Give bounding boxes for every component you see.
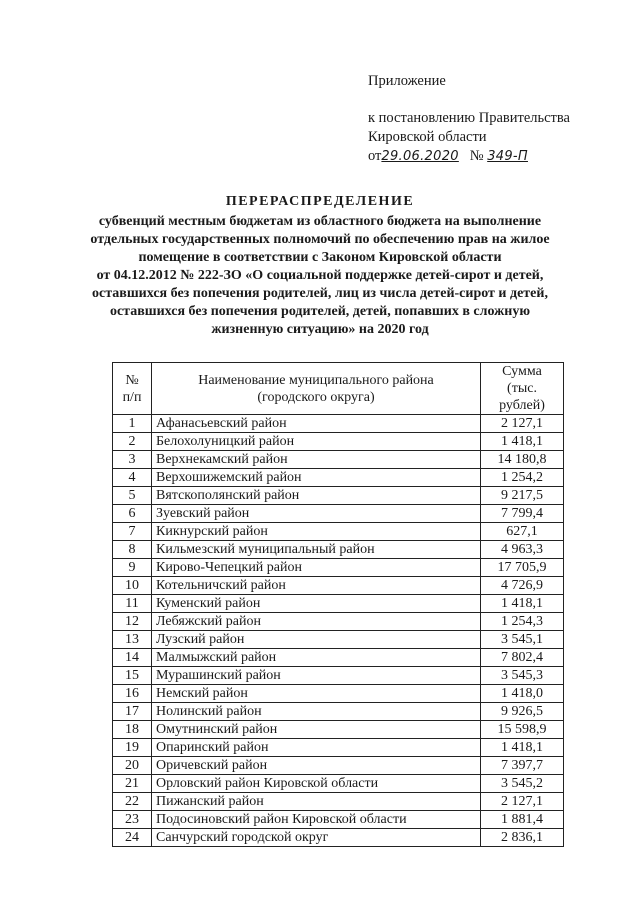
row-num: 8: [113, 541, 152, 559]
row-name: Нолинский район: [152, 703, 481, 721]
table-row: [113, 811, 564, 829]
table-row: [113, 541, 564, 559]
table-row: [113, 433, 564, 451]
number-value: 349-П: [487, 149, 528, 164]
row-sum: 15 598,9: [481, 721, 564, 739]
row-sum: 627,1: [481, 523, 564, 541]
row-sum: 3 545,2: [481, 775, 564, 793]
row-num: 4: [113, 469, 152, 487]
row-name: Малмыжский район: [152, 649, 481, 667]
row-num: 23: [113, 811, 152, 829]
row-name: Кильмезский муниципальный район: [152, 541, 481, 559]
title-main: ПЕРЕРАСПРЕДЕЛЕНИЕ: [225, 194, 415, 209]
distribution-table: [112, 362, 564, 847]
row-num: 17: [113, 703, 152, 721]
row-name: Котельничский район: [152, 577, 481, 595]
row-num: 6: [113, 505, 152, 523]
title-line: оставшихся без попечения родителей, лиц из числа детей-сирот и детей,: [92, 286, 548, 301]
table-row: [113, 451, 564, 469]
table-row: [113, 757, 564, 775]
header-name-line-2: (городского округа): [257, 389, 375, 405]
header-sum-line-1: Сумма: [502, 364, 542, 379]
header-name: [152, 363, 481, 415]
row-sum: 1 418,0: [481, 685, 564, 703]
header-num-line-1: №: [125, 372, 139, 388]
row-sum: 9 217,5: [481, 487, 564, 505]
row-num: 2: [113, 433, 152, 451]
row-name: Куменский район: [152, 595, 481, 613]
header-sum: [481, 363, 564, 415]
row-sum: 7 802,4: [481, 649, 564, 667]
annex-date-line: [368, 147, 618, 166]
table-row: [113, 667, 564, 685]
title-line: оставшихся без попечения родителей, детей, попавших в сложную: [109, 304, 531, 319]
row-name: Орловский район Кировской области: [152, 775, 481, 793]
row-sum: 1 881,4: [481, 811, 564, 829]
table-row: [113, 505, 564, 523]
row-num: 12: [113, 613, 152, 631]
row-sum: 1 254,2: [481, 469, 564, 487]
title-line: жизненную ситуацию» на 2020 год: [211, 322, 429, 337]
row-name: Оричевский район: [152, 757, 481, 775]
row-name: Кикнурский район: [152, 523, 481, 541]
row-name: Санчурский городской округ: [152, 829, 481, 847]
row-sum: 4 726,9: [481, 577, 564, 595]
row-name: Немский район: [152, 685, 481, 703]
table-row: [113, 649, 564, 667]
row-num: 18: [113, 721, 152, 739]
table-row: [113, 559, 564, 577]
row-num: 15: [113, 667, 152, 685]
table-row: [113, 631, 564, 649]
date-value: 29.06.2020: [381, 149, 459, 164]
row-num: 16: [113, 685, 152, 703]
row-sum: 3 545,3: [481, 667, 564, 685]
annex-heading: Приложение: [368, 73, 446, 89]
row-sum: 3 545,1: [481, 631, 564, 649]
annex-line-1: к постановлению Правительства: [368, 110, 570, 126]
table-row: [113, 775, 564, 793]
row-num: 5: [113, 487, 152, 505]
table-row: [113, 739, 564, 757]
title-line: от 04.12.2012 № 222-ЗО «О социальной поддержке детей-сирот и детей,: [96, 268, 544, 283]
row-name: Вятскополянский район: [152, 487, 481, 505]
table-row: [113, 613, 564, 631]
title-line: помещение в соответствии с Законом Кировской области: [138, 250, 502, 265]
table-row: [113, 469, 564, 487]
row-sum: 1 418,1: [481, 433, 564, 451]
row-num: 9: [113, 559, 152, 577]
table-body: [113, 415, 564, 847]
annex-line-2: Кировской области: [368, 129, 487, 145]
row-name: Пижанский район: [152, 793, 481, 811]
title-line: отдельных государственных полномочий по обеспечению прав на жилое: [90, 232, 550, 247]
row-name: Опаринский район: [152, 739, 481, 757]
row-name: Кирово-Чепецкий район: [152, 559, 481, 577]
row-num: 7: [113, 523, 152, 541]
table-row: [113, 415, 564, 433]
row-name: Омутнинский район: [152, 721, 481, 739]
row-name: Мурашинский район: [152, 667, 481, 685]
row-sum: 7 397,7: [481, 757, 564, 775]
date-prefix: от: [368, 148, 382, 164]
row-sum: 1 254,3: [481, 613, 564, 631]
header-num: [113, 363, 152, 415]
row-sum: 1 418,1: [481, 595, 564, 613]
row-sum: 2 127,1: [481, 415, 564, 433]
row-name: Зуевский район: [152, 505, 481, 523]
table-row: [113, 829, 564, 847]
header-sum-line-2: (тыс. рублей): [499, 381, 545, 413]
row-num: 13: [113, 631, 152, 649]
row-sum: 4 963,3: [481, 541, 564, 559]
row-sum: 14 180,8: [481, 451, 564, 469]
annex-block: [368, 72, 618, 166]
table-row: [113, 685, 564, 703]
row-num: 14: [113, 649, 152, 667]
row-num: 22: [113, 793, 152, 811]
row-num: 20: [113, 757, 152, 775]
row-num: 21: [113, 775, 152, 793]
row-name: Верхошижемский район: [152, 469, 481, 487]
header-num-line-2: п/п: [122, 389, 142, 405]
row-sum: 17 705,9: [481, 559, 564, 577]
row-name: Афанасьевский район: [152, 415, 481, 433]
table-row: [113, 577, 564, 595]
row-sum: 7 799,4: [481, 505, 564, 523]
row-num: 3: [113, 451, 152, 469]
row-num: 10: [113, 577, 152, 595]
table-row: [113, 721, 564, 739]
row-name: Лузский район: [152, 631, 481, 649]
header-name-line-1: Наименование муниципального района: [198, 372, 434, 388]
table-header-row: [113, 363, 564, 415]
row-name: Верхнекамский район: [152, 451, 481, 469]
row-sum: 2 836,1: [481, 829, 564, 847]
row-num: 1: [113, 415, 152, 433]
row-num: 24: [113, 829, 152, 847]
table-row: [113, 793, 564, 811]
number-prefix: №: [469, 148, 484, 164]
table-row: [113, 703, 564, 721]
row-num: 19: [113, 739, 152, 757]
table-row: [113, 595, 564, 613]
row-name: Белохолуницкий район: [152, 433, 481, 451]
row-name: Подосиновский район Кировской области: [152, 811, 481, 829]
table-row: [113, 487, 564, 505]
row-num: 11: [113, 595, 152, 613]
document-title: [60, 193, 580, 339]
table-row: [113, 523, 564, 541]
row-sum: 2 127,1: [481, 793, 564, 811]
row-sum: 1 418,1: [481, 739, 564, 757]
title-line: субвенций местным бюджетам из областного бюджета на выполнение: [98, 214, 542, 229]
row-sum: 9 926,5: [481, 703, 564, 721]
row-name: Лебяжский район: [152, 613, 481, 631]
